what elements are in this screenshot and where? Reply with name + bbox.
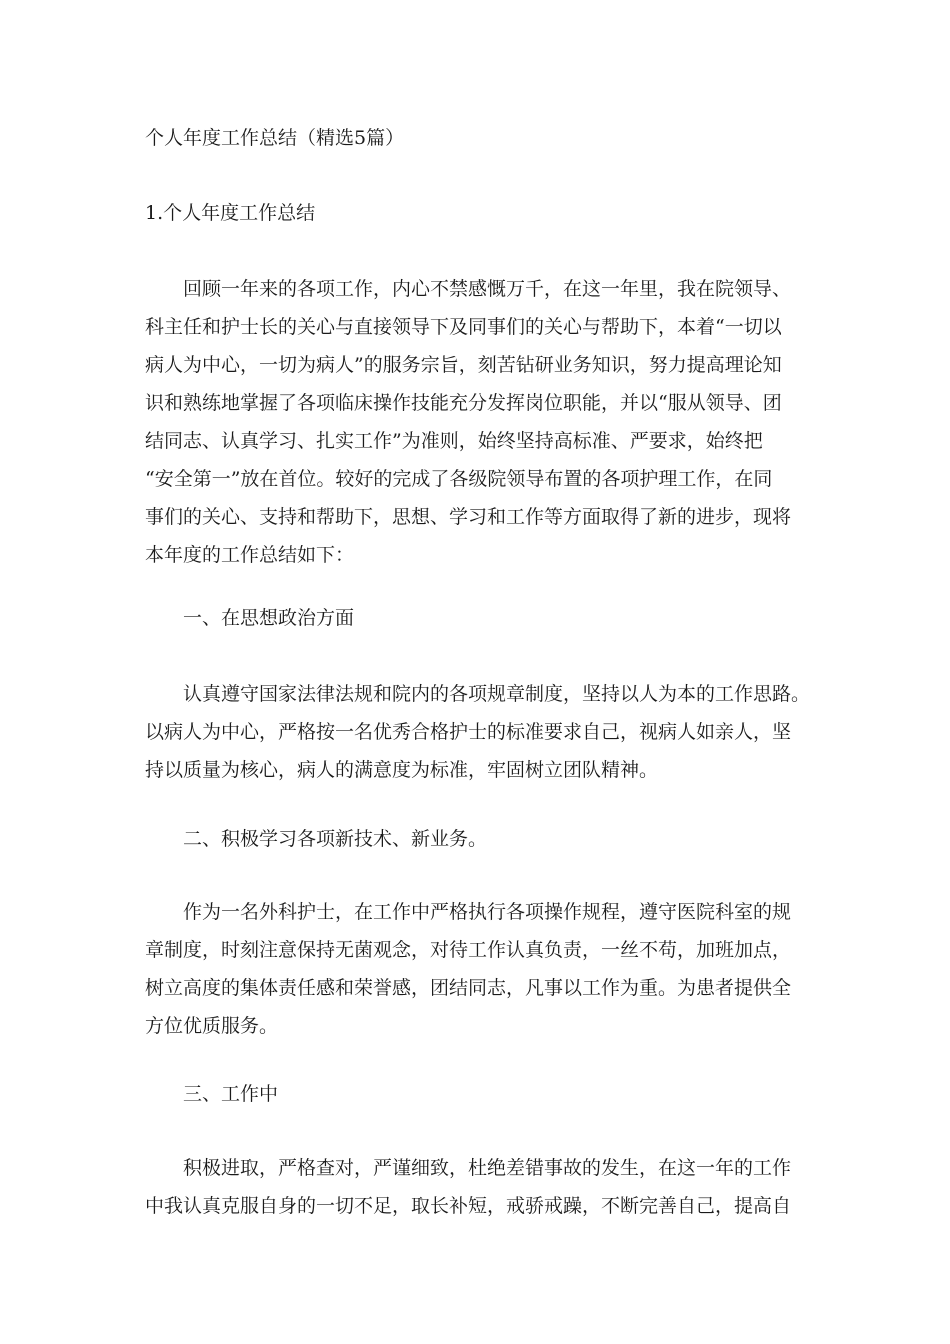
paragraph-line: 以病人为中心，严格按一名优秀合格护士的标准要求自己，视病人如亲人，坚 <box>145 721 792 743</box>
paragraph-line: 持以质量为核心，病人的满意度为标准，牢固树立团队精神。 <box>145 759 659 781</box>
paragraph-work <box>145 1149 791 1225</box>
paragraph-line: 作为一名外科护士，在工作中严格执行各项操作规程，遵守医院科室的规 <box>183 901 792 923</box>
document-title: 个人年度工作总结（精选5篇） <box>145 127 405 149</box>
paragraph-line: 事们的关心、支持和帮助下，思想、学习和工作等方面取得了新的进步，现将 <box>145 506 792 528</box>
paragraph-line: 认真遵守国家法律法规和院内的各项规章制度，坚持以人为本的工作思路。 <box>183 683 811 705</box>
paragraph-learning <box>145 893 791 1045</box>
paragraph-line: 方位优质服务。 <box>145 1015 279 1037</box>
section-title: 1.个人年度工作总结 <box>145 202 316 224</box>
heading-political: 一、在思想政治方面 <box>183 607 355 629</box>
paragraph-line: 回顾一年来的各项工作，内心不禁感慨万千，在这一年里，我在院领导、 <box>183 278 792 300</box>
paragraph-line: 积极进取，严格查对，严谨细致，杜绝差错事故的发生，在这一年的工作 <box>183 1157 792 1179</box>
paragraph-line: 科主任和护士长的关心与直接领导下及同事们的关心与帮助下，本着“一切以 <box>145 316 782 338</box>
heading-work: 三、工作中 <box>183 1083 279 1105</box>
paragraph-line: 章制度，时刻注意保持无菌观念，对待工作认真负责，一丝不苟，加班加点， <box>145 939 792 961</box>
paragraph-line: 本年度的工作总结如下： <box>145 544 355 566</box>
paragraph-intro <box>145 270 791 574</box>
paragraph-line: 结同志、认真学习、扎实工作”为准则，始终坚持高标准、严要求，始终把 <box>145 430 763 452</box>
heading-learning: 二、积极学习各项新技术、新业务。 <box>183 828 488 850</box>
paragraph-line: 树立高度的集体责任感和荣誉感，团结同志，凡事以工作为重。为患者提供全 <box>145 977 792 999</box>
paragraph-line: 识和熟练地掌握了各项临床操作技能充分发挥岗位职能，并以“服从领导、团 <box>145 392 782 414</box>
paragraph-line: 中我认真克服自身的一切不足，取长补短，戒骄戒躁，不断完善自己，提高自 <box>145 1195 792 1217</box>
paragraph-line: 病人为中心，一切为病人”的服务宗旨，刻苦钻研业务知识，努力提高理论知 <box>145 354 782 376</box>
paragraph-political <box>145 675 810 789</box>
paragraph-line: “安全第一”放在首位。较好的完成了各级院领导布置的各项护理工作，在同 <box>145 468 773 490</box>
